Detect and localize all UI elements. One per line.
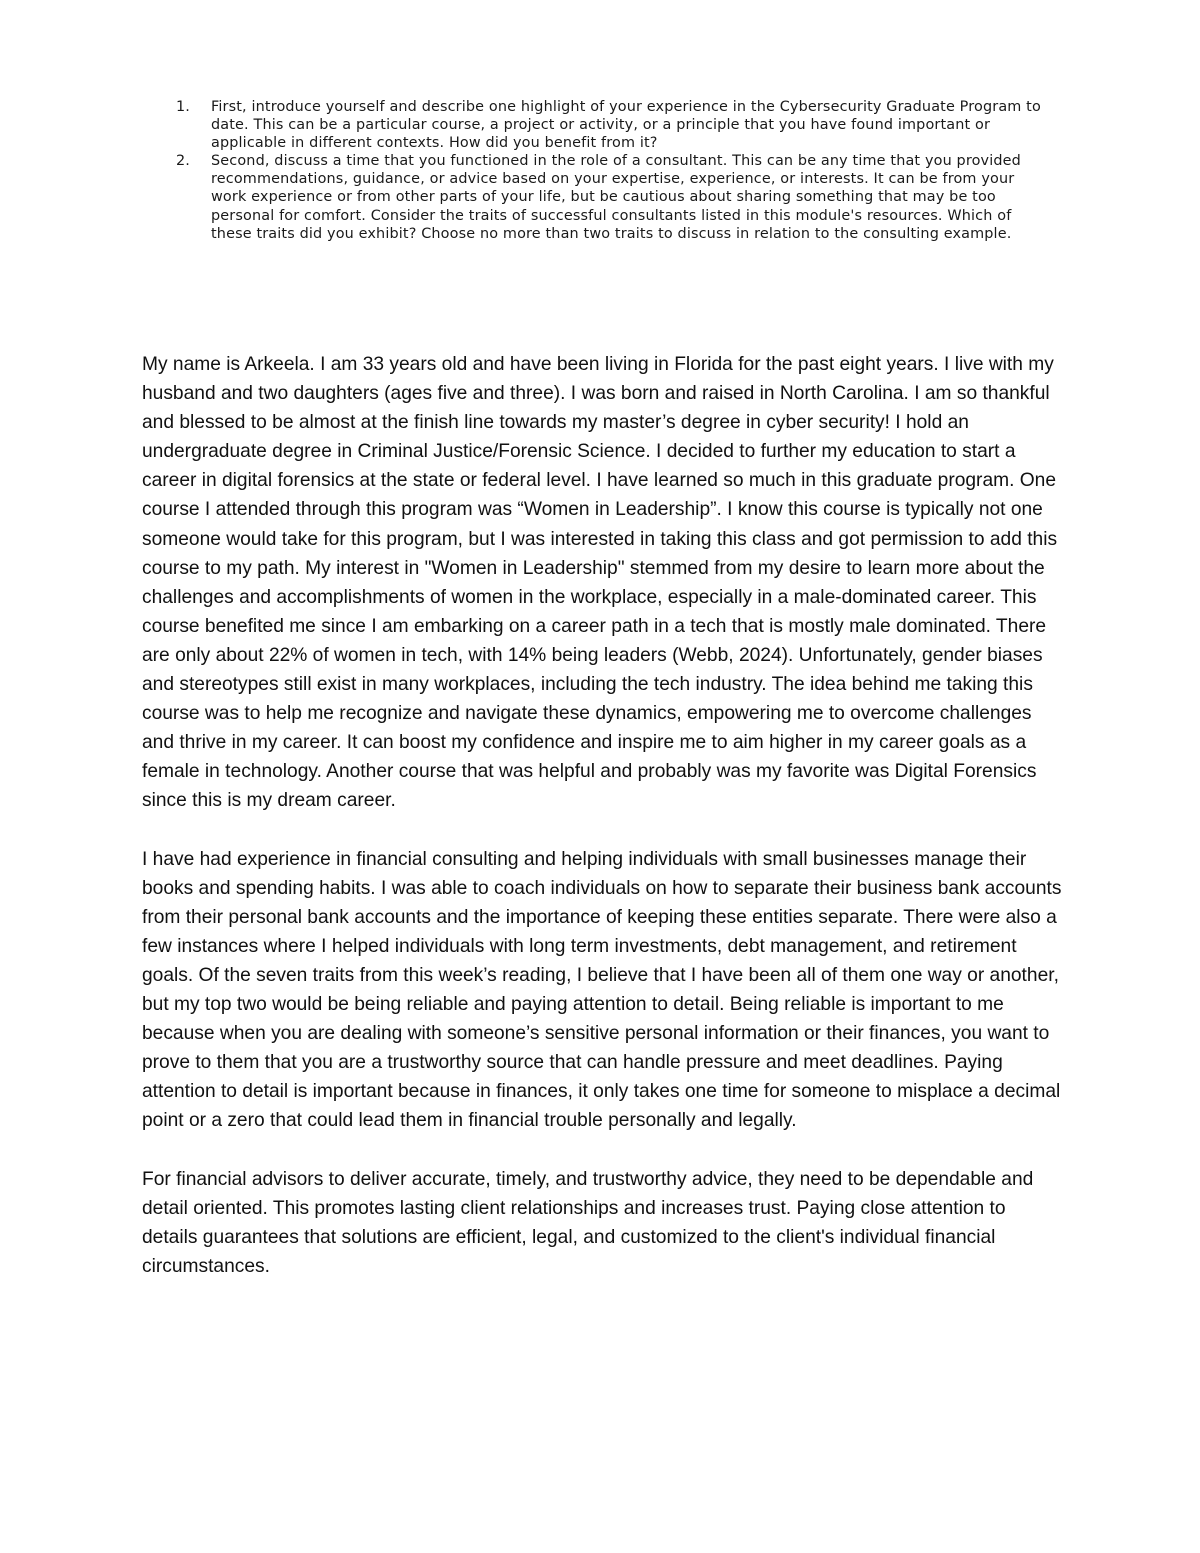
prompt-list — [170, 98, 1050, 243]
prompt-item-1 — [170, 98, 1050, 152]
prompt-text: Second, discuss a time that you functioned in the role of a consultant. This can be any time that you provided recommendations, guidance, or advice based on your expertise, experience, or interests. It can be from your work experience or from other parts of your life, but be cautious about sharing something that may be too personal for comfort. Consider the traits of successful consultants listed in this module's resources. Which of these traits did you exhibit? Choose no more than two traits to discuss in relation to the consulting example. — [211, 153, 1021, 242]
essay-paragraph-introduction: My name is Arkeela. I am 33 years old and have been living in Florida for the past eight years. I live with my husband and two daughters (ages five and three). I was born and raised in North Carolina. I am so thankful and blessed to be almost at the finish line towards my master’s degree in cyber security! I hold an undergraduate degree in Criminal Justice/Forensic Science. I decided to further my education to start a career in digital forensics at the state or federal level. I have learned so much in this graduate program. One course I attended through this program was “Women in Leadership”. I know this course is typically not one someone would take for this program, but I was interested in taking this class and got permission to add this course to my path. My interest in "Women in Leadership" stemmed from my desire to learn more about the challenges and accomplishments of women in the workplace, especially in a male-dominated career. This course benefited me since I am embarking on a career path in a tech that is mostly male dominated. There are only about 22% of women in tech, with 14% being leaders (Webb, 2024). Unfortunately, gender biases and stereotypes still exist in many workplaces, including the tech industry. The idea behind me taking this course was to help me recognize and navigate these dynamics, empowering me to overcome challenges and thrive in my career. It can boost my confidence and inspire me to aim higher in my career goals as a female in technology. Another course that was helpful and probably was my favorite was Digital Forensics since this is my dream career. — [142, 354, 1058, 812]
prompt-number: 2. — [176, 153, 191, 170]
prompt-number: 1. — [176, 99, 191, 115]
prompt-item-2 — [170, 152, 1050, 242]
essay-paragraph-consulting: I have had experience in financial consulting and helping individuals with small businesses manage their books and spending habits. I was able to coach individuals on how to separate their business bank accounts from their personal bank accounts and the importance of keeping these entities separate. There were also a few instances where I helped individuals with long term investments, debt management, and retirement goals. Of the seven traits from this week’s reading, I believe that I have been all of them one way or another, but my top two would be being reliable and paying attention to detail. Being reliable is important to me because when you are dealing with someone’s sensitive personal information or their finances, you want to prove to them that you are a trustworthy source that can handle pressure and meet deadlines. Paying attention to detail is important because in finances, it only takes one time for someone to misplace a decimal point or a zero that could lead them in financial trouble personally and legally. — [142, 848, 1062, 1132]
prompt-text: First, introduce yourself and describe one highlight of your experience in the Cybersecurity Graduate Program to date. This can be a particular course, a project or activity, or a principle that you have found important or applicable in different contexts. How did you benefit from it? — [211, 99, 1041, 152]
essay-body — [142, 350, 1062, 1310]
essay-paragraph-conclusion: For financial advisors to deliver accurate, timely, and trustworthy advice, they need to be dependable and detail oriented. This promotes lasting client relationships and increases trust. Paying close attention to details guarantees that solutions are efficient, legal, and customized to the client's individual financial circumstances. — [142, 1168, 1034, 1277]
